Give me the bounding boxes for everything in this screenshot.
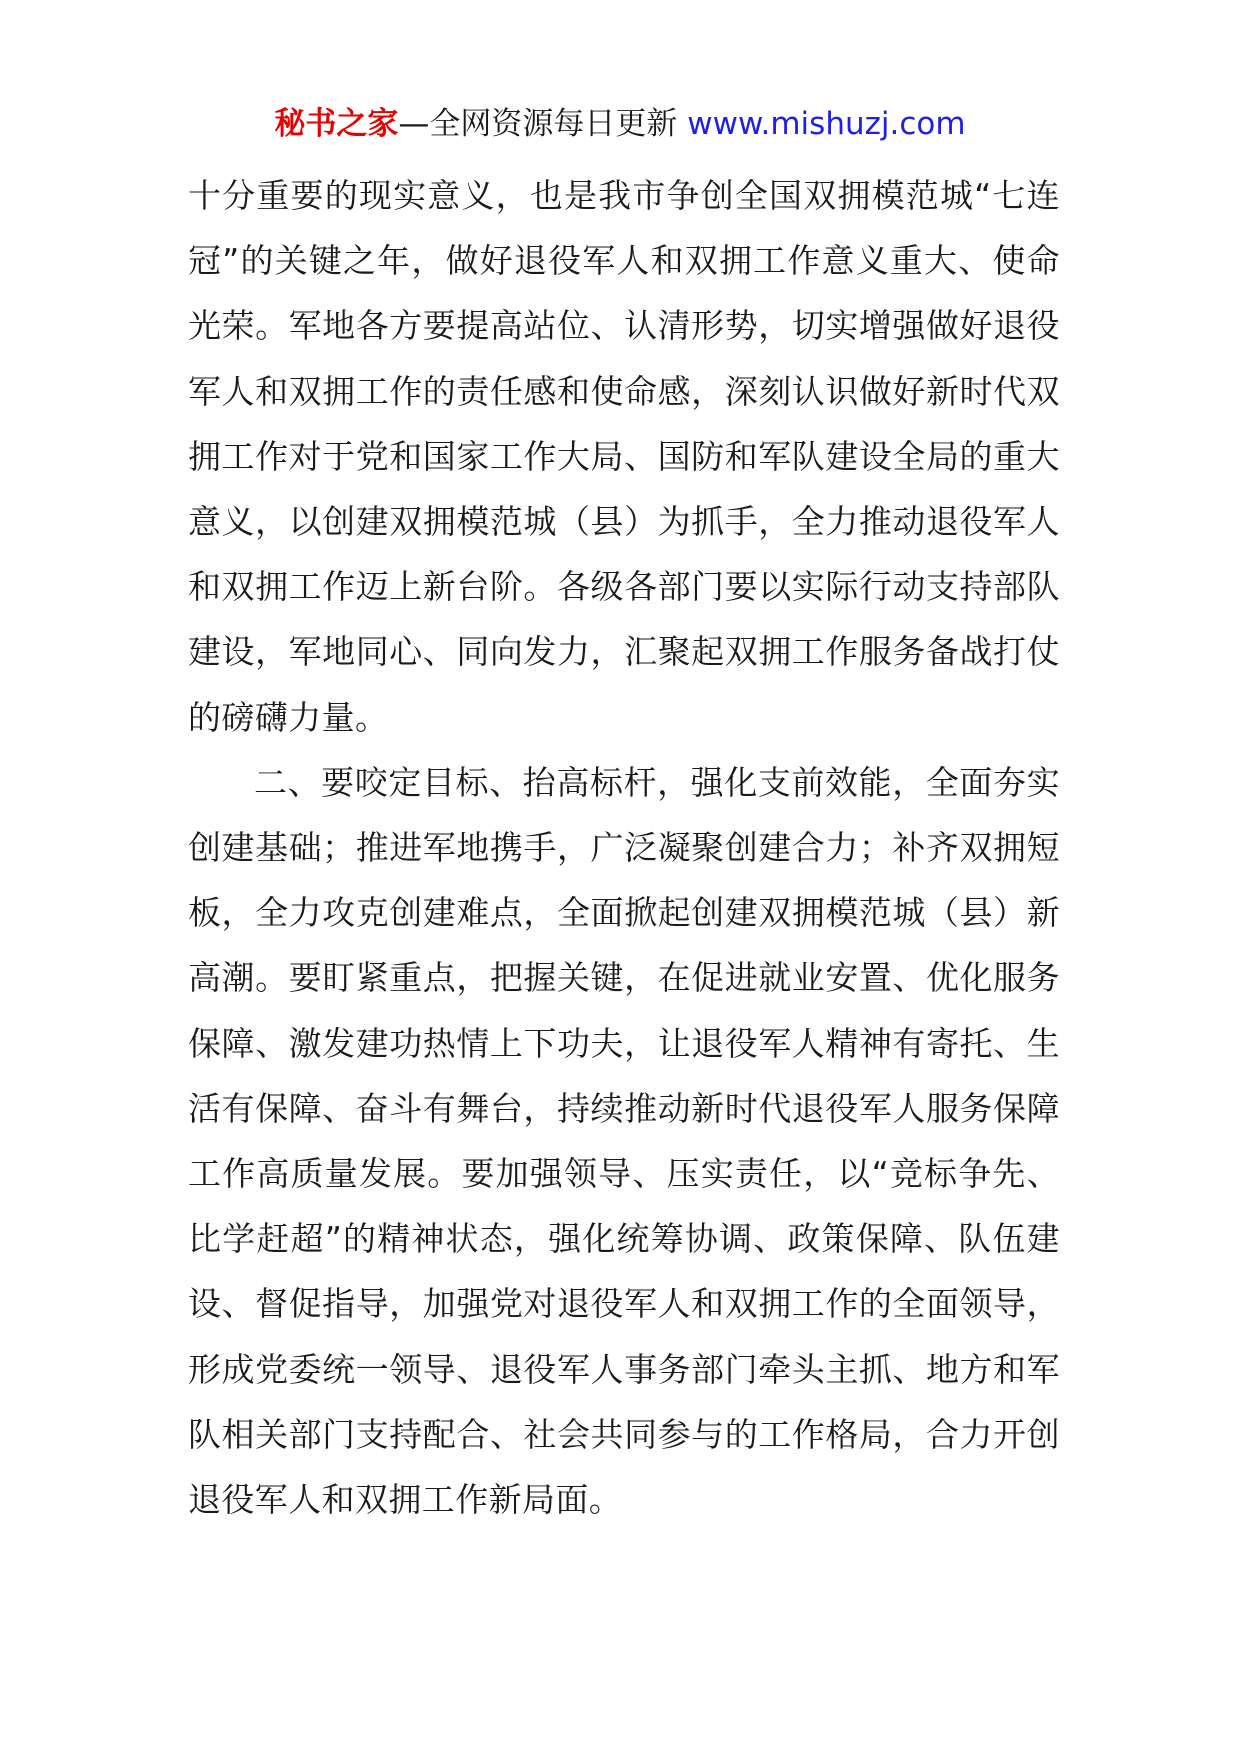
page-header: [0, 102, 1240, 146]
site-brand: 秘书之家: [274, 106, 399, 142]
document-body: [188, 163, 1060, 1532]
paragraph-continuation: 十分重要的现实意义，也是我市争创全国双拥模范城“七连冠”的关键之年，做好退役军人和双拥工作意义重大、使命光荣。军地各方要提高站位、认清形势，切实增强做好退役军人和双拥工作的责任感和使命感，深刻认识做好新时代双拥工作对于党和国家工作大局、国防和军队建设全局的重大意义，以创建双拥模范城（县）为抓手，全力推动退役军人和双拥工作迈上新台阶。各级各部门要以实际行动支持部队建设，军地同心、同向发力，汇聚起双拥工作服务备战打仗的磅礴力量。: [188, 176, 1060, 737]
paragraph-section-two: 二、要咬定目标、抬高标杆，强化支前效能，全面夯实创建基础；推进军地携手，广泛凝聚创建合力；补齐双拥短板，全力攻克创建难点，全面掀起创建双拥模范城（县）新高潮。要盯紧重点，把握关键，在促进就业安置、优化服务保障、激发建功热情上下功夫，让退役军人精神有寄托、生活有保障、奋斗有舞台，持续推动新时代退役军人服务保障工作高质量发展。要加强领导、压实责任，以“竞标争先、比学赶超”的精神状态，强化统筹协调、政策保障、队伍建设、督促指导，加强党对退役军人和双拥工作的全面领导，形成党委统一领导、退役军人事务部门牵头主抓、地方和军队相关部门支持配合、社会共同参与的工作格局，合力开创退役军人和双拥工作新局面。: [188, 762, 1060, 1520]
site-tagline: —全网资源每日更新: [398, 106, 688, 142]
site-url-link[interactable]: www.mishuzj.com: [687, 106, 966, 142]
